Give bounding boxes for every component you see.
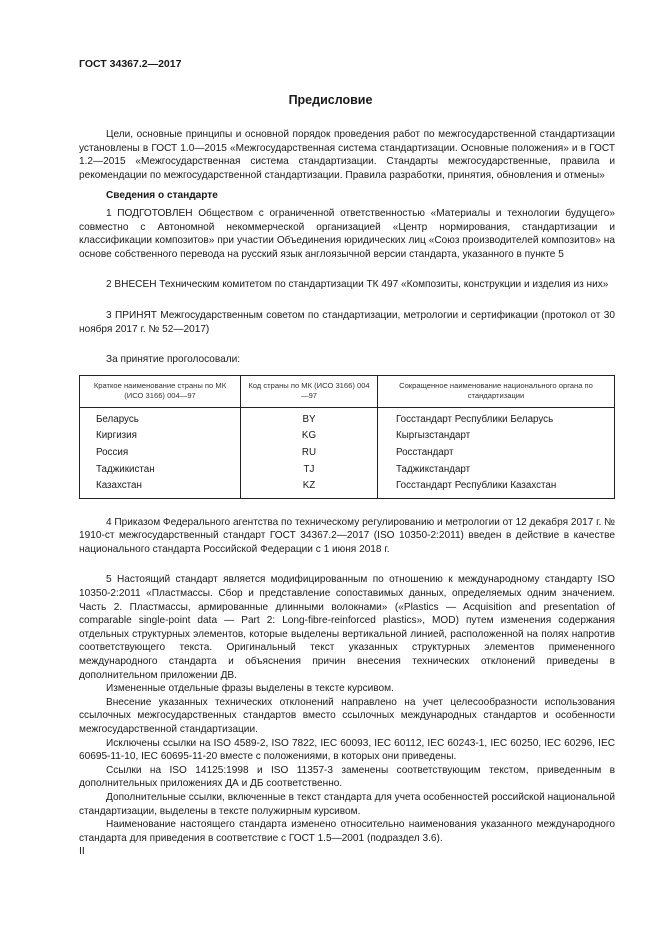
paragraph-2: 2 ВНЕСЕН Техническим комитетом по стандартизации ТК 497 «Композиты, конструкции и изделия из них» — [106, 279, 609, 291]
voting-table — [79, 375, 615, 499]
table-row — [80, 444, 615, 461]
body-cell: Таджикстандарт — [378, 461, 615, 478]
paragraph-5b: Внесение указанных технических отклонений направлено на учет целесообразности использования ссылочных межгосударственных стандартов вместо ссылочных международных стандартов и особенности межгосударственной стандартизации. — [79, 696, 615, 735]
paragraph-5f: Наименование настоящего стандарта изменено относительно наименования указанного международного стандарта для приведения в соответствие с ГОСТ 1.5—2001 (подраздел 3.6). — [79, 819, 615, 844]
code-cell: KG — [241, 428, 378, 445]
paragraph-4: 4 Приказом Федерального агентства по техническому регулированию и метрологии от 12 декабря 2017 г. № 1910-ст межгосударственный стандарт ГОСТ 34367.2—2017 (ISO 10350-2:2011) введен в действие в качестве национального стандарта Российской Федерации с 1 июня 2018 г. — [79, 516, 615, 555]
page-number: II — [79, 845, 85, 857]
body-cell: Росстандарт — [378, 444, 615, 461]
body-cell: Кыргызстандарт — [378, 428, 615, 445]
code-cell: TJ — [241, 461, 378, 478]
paragraph-5e: Дополнительные ссылки, включенные в текст стандарта для учета особенностей российской национальной стандартизации, выделены в тексте полужирным курсивом. — [79, 791, 615, 817]
paragraph-5c: Исключены ссылки на ISO 4589-2, ISO 7822, IEC 60093, IEC 60112, IEC 60243-1, IEC 60250, IEC 60296, IEC 60695-11-10, IEC 60695-11-20 вместе с положениями, в которых они приведены. — [79, 737, 615, 763]
code-cell: BY — [241, 407, 378, 428]
paragraph-5: 5 Настоящий стандарт является модифицированным по отношению к международному стандарту ISO 10350-2:2011 «Пластмассы. Сбор и представление сопоставимых данных, определяемых одним значением. Часть 2. Пластмассы, армированные длинными волокнами» («Plastics — Acquisition and presentation of comparable single-point data — Part 2: Long-fibre-reinforced plastics», MOD) путем изменения содержания отдельных структурных элементов, которые выделены вертикальной линией, расположенной на полях напротив соответствующего текста. Оригинальный текст указанных структурных элементов примененного международного стандарта и объяснения причин внесения технических отклонений приведены в дополнительном приложении ДВ. — [79, 574, 615, 681]
votes-intro: За принятие проголосовали: — [106, 354, 241, 366]
intro-paragraph: Цели, основные принципы и основной порядок проведения работ по межгосударственной стандартизации установлены в ГОСТ 1.0—2015 «Межгосударственная система стандартизации. Основные положения» и в ГОСТ 1.2—2015 «Межгосударственная система стандартизации. Стандарты межгосударственные, правила и рекомендации по межгосударственной стандартизации. Правила разработки, принятия, обновления и отмены» — [79, 129, 615, 181]
country-cell: Россия — [80, 444, 241, 461]
body-cell: Госстандарт Республики Казахстан — [378, 478, 615, 499]
country-cell: Таджикистан — [80, 461, 241, 478]
paragraph-1: 1 ПОДГОТОВЛЕН Обществом с ограниченной ответственностью «Материалы и технологии будущего» совместно с Автономной некоммерческой организацией «Центр нормирования, стандартизации и классификации композитов» при участии Объединения юридических лиц «Союз производителей композитов» на основе собственного перевода на русский язык англоязычной версии стандарта, указанного в пункте 5 — [79, 207, 615, 260]
table-header-row — [80, 375, 615, 407]
country-cell: Беларусь — [80, 407, 241, 428]
country-cell: Киргизия — [80, 428, 241, 445]
code-cell: KZ — [241, 478, 378, 499]
body-cell: Госстандарт Республики Беларусь — [378, 407, 615, 428]
document-code: ГОСТ 34367.2—2017 — [79, 58, 182, 70]
code-cell: RU — [241, 444, 378, 461]
table-row — [80, 407, 615, 428]
header-code: Код страны по МК (ИСО 3166) 004—97 — [241, 375, 378, 407]
paragraph-5d: Ссылки на ISO 14125:1998 и ISO 11357-3 заменены соответствующим текстом, приведенным в дополнительных приложениях ДА и ДБ соответственно. — [79, 764, 615, 790]
table-row — [80, 461, 615, 478]
header-body: Сокращенное наименование национального органа по стандартизации — [378, 375, 615, 407]
paragraph-5a: Измененные отдельные фразы выделены в тексте курсивом. — [106, 683, 394, 695]
country-cell: Казахстан — [80, 478, 241, 499]
header-country: Краткое наименование страны по МК (ИСО 3166) 004—97 — [80, 375, 241, 407]
document-body — [79, 128, 615, 845]
section-heading: Сведения о стандарте — [106, 190, 218, 202]
paragraph-3: 3 ПРИНЯТ Межгосударственным советом по стандартизации, метрологии и сертификации (протокол от 30 ноября 2017 г. № 52—2017) — [79, 309, 615, 335]
page-title: Предисловие — [288, 93, 373, 107]
table-row — [80, 428, 615, 445]
table-row — [80, 478, 615, 499]
